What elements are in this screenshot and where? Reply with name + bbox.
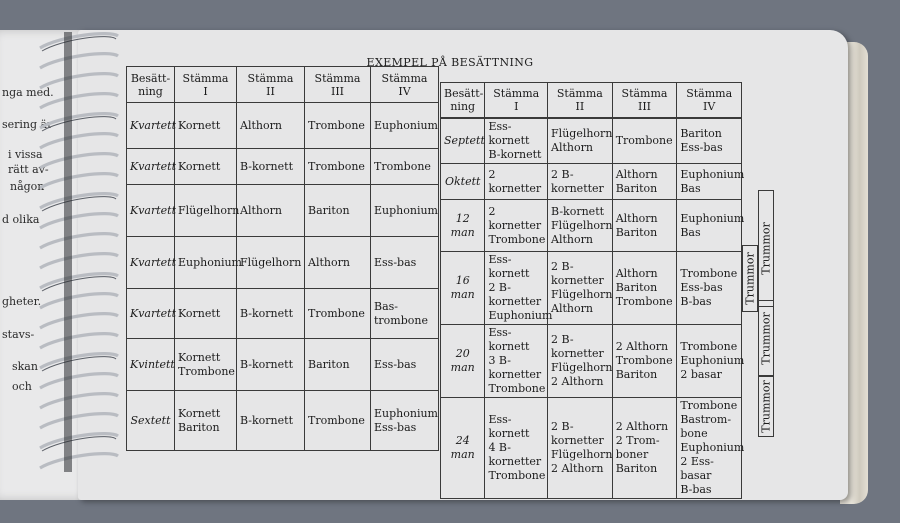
header-voice-2: Stämma II [237, 67, 305, 103]
voice-cell [677, 398, 745, 499]
voice-cell [175, 391, 237, 451]
instrument-text: Bariton [615, 181, 658, 195]
ensemble-label: Kvartett [127, 289, 175, 339]
right-header [440, 82, 742, 118]
table-row [441, 119, 742, 164]
header-group: Besätt- ning [127, 67, 175, 103]
instrument-text: Kornett [178, 306, 221, 320]
instrument-text: kornetter [551, 181, 604, 195]
left-fragment: gheter. [2, 295, 42, 308]
voice-cell [305, 103, 371, 149]
table-row [441, 252, 742, 325]
voice-cell [612, 325, 677, 398]
instrument-text: Althorn [551, 141, 593, 154]
voice-cell [677, 164, 745, 200]
voice-cell [305, 289, 371, 339]
instrument-text: Trombone [680, 399, 738, 412]
voice-cell [485, 252, 553, 325]
instrument-text: Flügelhorn [178, 203, 240, 217]
header-voice-3: Stämma III [612, 83, 677, 118]
left-body [127, 103, 439, 451]
left-fragment: sering är [2, 118, 53, 131]
table-row [127, 103, 439, 149]
instrument-text: Ess-kornett [488, 413, 530, 440]
instrument-text: Althorn [240, 203, 282, 217]
instrument-text: Althorn [308, 255, 350, 269]
instrument-text: Kornett [178, 406, 221, 420]
instrument-text: Euphonium [374, 406, 438, 420]
table-row [441, 325, 742, 398]
instrument-text: 2 kornetter [488, 167, 542, 195]
header-row [441, 83, 742, 118]
instrument-text: Euphonium [680, 441, 745, 454]
instrument-text: Euphonium [680, 354, 745, 367]
instrument-text: Bas- [374, 299, 399, 313]
instrument-text: Flügelhorn [551, 448, 613, 461]
voice-cell [305, 237, 371, 289]
header-voice-4: Stämma IV [371, 67, 439, 103]
header-voice-3: Stämma III [305, 67, 371, 103]
instrument-text: Ess-kornett [488, 326, 530, 353]
instrument-text: 4 B- [488, 441, 511, 454]
voice-cell [485, 398, 548, 499]
instrument-text: B-kornett [551, 204, 605, 218]
voice-cell [677, 252, 742, 325]
ensemble-label: 12 man [441, 200, 485, 252]
instrument-text: 2 B- [551, 420, 574, 433]
voice-cell [175, 149, 237, 185]
instrument-text: kornetter [551, 434, 604, 447]
instrument-text: Bariton [615, 281, 658, 294]
voice-cell [237, 103, 305, 149]
instrument-text: Ess-kornett [488, 120, 530, 147]
instrument-text: Bariton [308, 203, 350, 217]
voice-cell [305, 185, 371, 237]
instrument-text: Bariton [680, 127, 722, 140]
table-row [127, 149, 439, 185]
header-row [127, 67, 439, 103]
voice-cell [548, 119, 613, 164]
instrument-text: Bariton [615, 225, 658, 239]
instrument-text: Trombone [308, 413, 365, 427]
instrument-text: Althorn [240, 118, 282, 132]
voice-cell [175, 237, 242, 289]
ensemble-label: 16 man [441, 252, 485, 325]
instrument-text: Trombone [615, 134, 673, 147]
instrument-text: Flügelhorn [551, 218, 613, 232]
left-fragment: i vissa [8, 148, 43, 161]
ensemble-table-right [440, 82, 745, 499]
instrument-text: Euphonium [680, 211, 745, 225]
left-fragment: och [12, 380, 32, 393]
instrument-text: kornetter [488, 295, 542, 308]
voice-cell [237, 185, 305, 237]
instrument-text: 2 B- [551, 167, 574, 181]
instrument-text: Ess-bas [374, 255, 417, 269]
voice-cell [612, 119, 677, 164]
instrument-text: 2 Althorn [551, 462, 604, 475]
voice-cell [371, 339, 439, 391]
voice-cell [237, 237, 305, 289]
voice-cell [305, 391, 371, 451]
instrument-text: Trombone [680, 267, 738, 280]
voice-cell [237, 289, 305, 339]
instrument-text: 2 Althorn [551, 375, 604, 388]
voice-cell [485, 200, 548, 252]
header-voice-4: Stämma IV [677, 83, 742, 118]
table-row [441, 398, 742, 499]
voice-cell [371, 289, 439, 339]
page-title: EXEMPEL PÅ BESÄTTNING [366, 56, 534, 69]
instrument-text: 2 kornetter [488, 204, 542, 232]
voice-cell [371, 391, 439, 451]
voice-cell [677, 119, 742, 164]
instrument-text: 2 Althorn [615, 340, 669, 353]
voice-cell [548, 164, 613, 200]
voice-cell [677, 200, 745, 252]
voice-cell [305, 339, 371, 391]
instrument-text: Trombone [615, 295, 673, 308]
instrument-text: Trombone [680, 340, 738, 353]
instrument-text: kornetter [488, 368, 542, 381]
right-body [441, 83, 745, 499]
instrument-text: B-bas [680, 483, 712, 496]
voice-cell [371, 103, 439, 149]
instrument-text: Bariton [615, 368, 658, 381]
instrument-text: B-kornett [240, 306, 293, 320]
ensemble-label: Kvintett [127, 339, 175, 391]
drums-column: Trummor [758, 300, 774, 377]
ensemble-label: 24 man [441, 398, 485, 499]
instrument-text: kornetter [551, 347, 604, 360]
instrument-text: B-kornett [240, 357, 293, 371]
instrument-text: Flügelhorn [551, 288, 613, 301]
instrument-text: Ess-bas [374, 420, 417, 434]
voice-cell [175, 289, 237, 339]
instrument-text: Kornett [178, 350, 221, 364]
ensemble-label: Oktett [441, 164, 485, 200]
instrument-text: 2 basar [680, 368, 722, 381]
instrument-text: Trombone [488, 382, 546, 395]
instrument-text: Bariton [178, 420, 220, 434]
instrument-text: Flügelhorn [551, 127, 613, 140]
ensemble-label: Sextett [127, 391, 175, 451]
instrument-text: Ess-kornett [488, 253, 530, 280]
drums-column: Trummor [758, 190, 774, 307]
instrument-text: Ess-bas [680, 281, 723, 294]
table-row [441, 164, 742, 200]
instrument-text: Euphonium [178, 255, 242, 269]
voice-cell [612, 200, 677, 252]
instrument-text: bone [680, 427, 708, 440]
instrument-text: B-bas [680, 295, 712, 308]
voice-cell [548, 398, 613, 499]
voice-cell [485, 119, 548, 164]
voice-cell [485, 325, 548, 398]
instrument-text: B-kornett [240, 413, 293, 427]
ensemble-label: 20 man [441, 325, 485, 398]
voice-cell [175, 185, 240, 237]
instrument-text: 2 B- [551, 260, 574, 273]
instrument-text: Euphonium [374, 203, 438, 217]
instrument-text: Bariton [308, 357, 350, 371]
voice-cell [371, 237, 439, 289]
ensemble-label: Septett [441, 119, 485, 164]
voice-cell [371, 149, 439, 185]
ensemble-label: Kvartett [127, 149, 175, 185]
instrument-text: Trombone [488, 232, 546, 246]
instrument-text: 2 B- [488, 281, 511, 294]
instrument-text: Trombone [308, 118, 365, 132]
voice-cell [612, 398, 677, 499]
left-fragment: nga med. [2, 86, 54, 99]
instrument-text: boner [615, 448, 649, 461]
ensemble-table-left [126, 66, 439, 451]
instrument-text: B-kornett [240, 159, 293, 173]
table-row [127, 339, 439, 391]
instrument-text: 2 Althorn [615, 420, 669, 433]
table-row [127, 185, 439, 237]
voice-cell [305, 149, 371, 185]
left-fragment: d olika [2, 213, 40, 226]
instrument-text: Flügelhorn [240, 255, 302, 269]
instrument-text: 2 Ess-basar [680, 455, 714, 482]
instrument-text: 3 B- [488, 354, 511, 367]
instrument-text: Bas [680, 181, 701, 195]
voice-cell [677, 325, 745, 398]
table-row [127, 289, 439, 339]
table-row [127, 391, 439, 451]
instrument-text: Euphonium [680, 167, 745, 181]
left-fragment: skan [12, 360, 38, 373]
instrument-text: Trombone [308, 159, 365, 173]
instrument-text: Trombone [488, 469, 546, 482]
header-voice-1: Stämma I [485, 83, 548, 118]
voice-cell [485, 164, 548, 200]
voice-cell [548, 325, 613, 398]
ensemble-label: Kvartett [127, 237, 175, 289]
ensemble-label: Kvartett [127, 103, 175, 149]
left-fragment: stavs- [2, 328, 35, 341]
voice-cell [612, 252, 677, 325]
voice-cell [548, 200, 613, 252]
instrument-text: Euphonium [374, 118, 438, 132]
left-fragment: rätt av- [8, 163, 49, 176]
instrument-text: kornetter [488, 455, 542, 468]
instrument-text: Ess-bas [680, 141, 723, 154]
voice-cell [237, 339, 305, 391]
instrument-text: Trombone [308, 306, 365, 320]
instrument-text: Bariton [615, 462, 658, 475]
header-group: Besätt- ning [441, 83, 485, 118]
header-voice-2: Stämma II [548, 83, 613, 118]
instrument-text: Kornett [178, 159, 221, 173]
instrument-text: Trombone [178, 364, 235, 378]
instrument-text: Kornett [178, 118, 221, 132]
voice-cell [237, 391, 305, 451]
instrument-text: Althorn [551, 302, 593, 315]
instrument-text: Althorn [615, 167, 658, 181]
instrument-text: Euphonium [488, 309, 553, 322]
ensemble-label: Kvartett [127, 185, 175, 237]
voice-cell [237, 149, 305, 185]
left-fragment: någon [10, 180, 45, 193]
instrument-text: Trombone [374, 159, 431, 173]
instrument-text: B-kornett [488, 148, 542, 161]
table-row [441, 200, 742, 252]
instrument-text: 2 B- [551, 333, 574, 346]
instrument-text: Bastrom- [680, 413, 732, 426]
voice-cell [548, 252, 613, 325]
voice-cell [175, 103, 237, 149]
instrument-text: Althorn [551, 232, 593, 246]
table-row [127, 237, 439, 289]
voice-cell [612, 164, 677, 200]
instrument-text: Althorn [615, 211, 658, 225]
instrument-text: Ess-bas [374, 357, 417, 371]
drums-column: Trummor [758, 375, 774, 437]
instrument-text: kornetter [551, 274, 604, 287]
voice-cell [371, 185, 439, 237]
header-voice-1: Stämma I [175, 67, 237, 103]
instrument-text: Flügelhorn [551, 361, 613, 374]
instrument-text: 2 Trom- [615, 434, 660, 447]
instrument-text: trombone [374, 313, 428, 327]
drums-column: Trummor [742, 245, 758, 312]
instrument-text: Althorn [615, 267, 658, 280]
voice-cell [175, 339, 237, 391]
instrument-text: Trombone [615, 354, 673, 367]
instrument-text: Bas [680, 225, 701, 239]
